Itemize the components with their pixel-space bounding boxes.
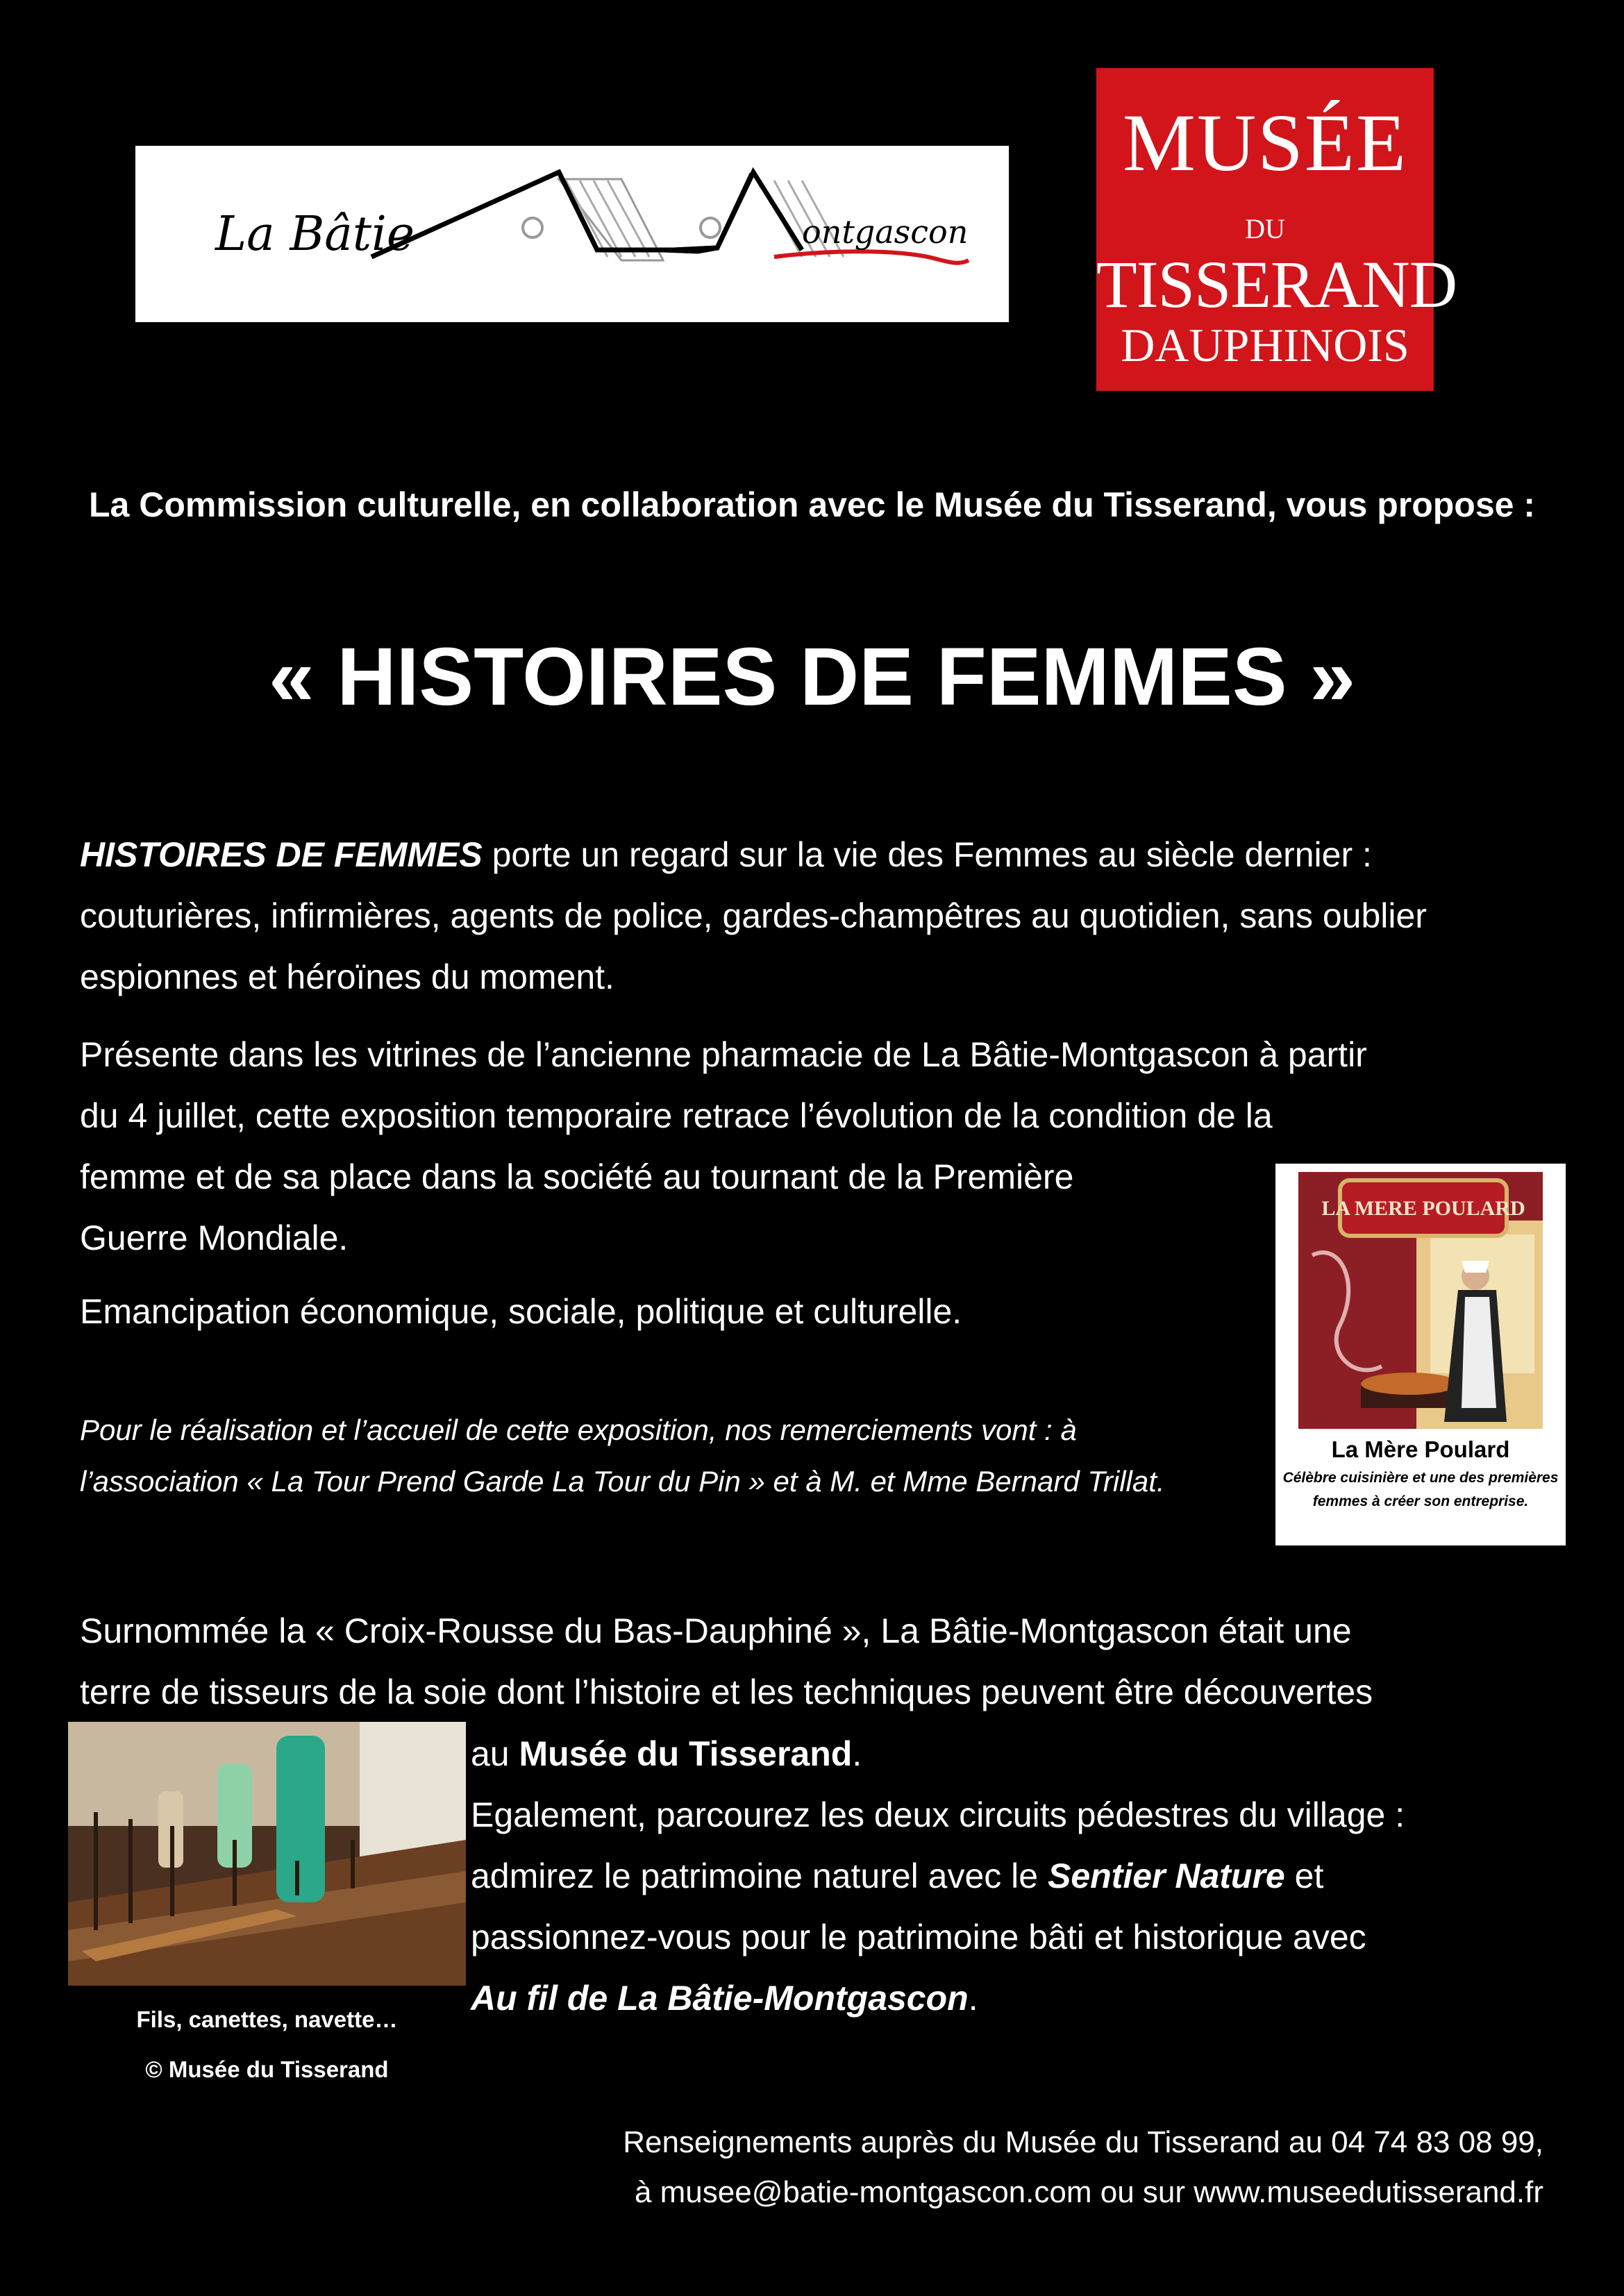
paragraph-musee	[471, 1723, 1568, 1784]
photo-fils-canettes	[68, 1722, 466, 1986]
thanks-line1: Pour le réalisation et l’accueil de cette exposition, nos remerciements vont : à	[80, 1414, 1077, 1446]
batie-logo-graphic	[135, 146, 1009, 322]
intro-text: La Commission culturelle, en collaboration avec le Musée du Tisserand, vous propose :	[89, 485, 1535, 524]
p1-emphasis: HISTOIRES DE FEMMES	[80, 835, 483, 874]
batie-logo-right-text: ontgascon	[802, 213, 969, 251]
musee-logo-line2: DU	[1245, 213, 1285, 244]
p6-line4	[471, 1968, 1568, 2029]
p6-line2-post: et	[1284, 1857, 1324, 1895]
poulard-caption-line1: Célèbre cuisinière et une des premières	[1282, 1470, 1559, 1486]
musee-tisserand-logo	[1096, 68, 1457, 391]
poulard-caption-text	[1282, 1466, 1559, 1514]
musee-logo-line3: TISSERAND	[1096, 247, 1457, 321]
thanks-text	[80, 1405, 1295, 1507]
p1-text: porte un regard sur la vie des Femmes au siècle dernier : couturières, infirmières, agents de police, gardes-champêtres au quotidien, sans oublier espionnes et héroïnes du moment.	[80, 835, 1427, 996]
musee-logo-line4: DAUPHINOIS	[1121, 319, 1409, 371]
poulard-caption-line2: femmes à créer son entreprise.	[1312, 1493, 1529, 1509]
fils-caption-line2: © Musée du Tisserand	[145, 2056, 389, 2082]
p6-au-fil: Au fil de La Bâtie-Montgascon	[471, 1979, 969, 2018]
photo-mere-poulard	[1275, 1164, 1566, 1545]
paragraph-circuits	[471, 1784, 1568, 2029]
musee-logo-line1: MUSÉE	[1123, 97, 1407, 188]
contact-line2: à musee@batie-montgascon.com ou sur www.museedutisserand.fr	[634, 2175, 1543, 2209]
mere-poulard-image	[1298, 1172, 1543, 1429]
contact-line1: Renseignements auprès du Musée du Tisserand au 04 74 83 08 99,	[623, 2125, 1543, 2159]
p6-sentier-nature: Sentier Nature	[1047, 1857, 1285, 1895]
p2-line1: Présente dans les vitrines de l’ancienne pharmacie de La Bâtie-Montgascon à partir	[80, 1035, 1367, 1074]
p2-line3: femme et de sa place dans la société au tournant de la Première	[80, 1157, 1074, 1196]
thanks-line2: l’association « La Tour Prend Garde La Tour du Pin » et à M. et Mme Bernard Trillat.	[80, 1465, 1165, 1498]
p6-line2	[471, 1845, 1568, 1907]
p5-post: .	[852, 1734, 862, 1773]
p6-line2-pre: admirez le patrimoine naturel avec le	[471, 1857, 1048, 1895]
page-title: « HISTOIRES DE FEMMES »	[269, 631, 1355, 723]
p6-line3: passionnez-vous pour le patrimoine bâti et historique avec	[471, 1918, 1366, 1956]
contact-info	[486, 2118, 1543, 2218]
fils-caption	[68, 1995, 466, 2095]
p6-line1: Egalement, parcourez les deux circuits pédestres du village :	[471, 1795, 1405, 1834]
batie-logo-left-text: La Bâtie	[215, 207, 415, 262]
p2-line2: du 4 juillet, cette exposition temporaire retrace l’évolution de la condition de la	[80, 1096, 1273, 1135]
p6-line4-post: .	[968, 1979, 978, 2018]
batie-montgascon-logo	[135, 146, 1009, 322]
paragraph-intro	[80, 824, 1545, 1007]
p5-pre: au	[471, 1734, 519, 1773]
p2-line4: Guerre Mondiale.	[80, 1218, 349, 1257]
poulard-sign-text: LA MERE POULARD	[1321, 1197, 1525, 1220]
p4-line1: Surnommée la « Croix-Rousse du Bas-Dauphiné », La Bâtie-Montgascon était une	[80, 1611, 1352, 1650]
poulard-caption-title: La Mère Poulard	[1331, 1436, 1510, 1462]
p5-strong: Musée du Tisserand	[519, 1734, 853, 1773]
paragraph-croix-rousse	[80, 1600, 1566, 1723]
p4-line2: terre de tisseurs de la soie dont l’histoire et les techniques peuvent être découvertes	[80, 1673, 1373, 1711]
paragraph-emancipation: Emancipation économique, sociale, politique et culturelle.	[80, 1292, 962, 1331]
fils-caption-line1: Fils, canettes, navette…	[136, 2006, 398, 2032]
